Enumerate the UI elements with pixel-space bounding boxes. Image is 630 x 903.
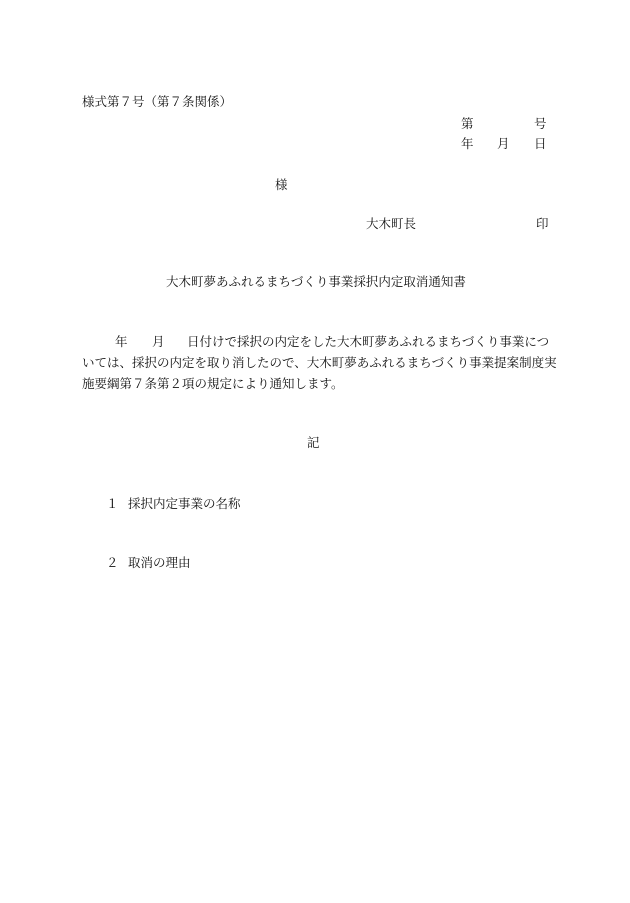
- date-year: 年: [461, 136, 474, 151]
- list-item: [106, 557, 191, 570]
- issuer-name: 大木町長: [366, 216, 417, 231]
- date-day: 日: [534, 136, 547, 151]
- document-number-prefix: 第: [461, 116, 474, 131]
- body-month: 月: [152, 334, 165, 349]
- seal-mark: 印: [536, 216, 549, 231]
- date-month: 月: [497, 136, 510, 151]
- ki-heading: 記: [307, 435, 320, 450]
- item-number: １: [106, 496, 119, 511]
- recipient-suffix: 様: [275, 177, 288, 192]
- item-label: 採択内定事業の名称: [128, 496, 241, 511]
- item-label: 取消の理由: [128, 555, 191, 570]
- item-number: ２: [106, 555, 119, 570]
- form-number: 様式第７号（第７条関係）: [82, 94, 233, 109]
- body-line-2: いては、採択の内定を取り消したので、大木町夢あふれるまちづくり事業提案制度実: [82, 355, 557, 370]
- body-line-1-text: 日付けで採択の内定をした大木町夢あふれるまちづくり事業につ: [187, 334, 550, 349]
- body-line-3: 施要綱第７条第２項の規定により通知します。: [82, 376, 344, 391]
- body-year: 年: [115, 334, 128, 349]
- list-item: [106, 498, 241, 511]
- document-number-suffix: 号: [534, 116, 547, 131]
- document-title: 大木町夢あふれるまちづくり事業採択内定取消通知書: [166, 274, 466, 289]
